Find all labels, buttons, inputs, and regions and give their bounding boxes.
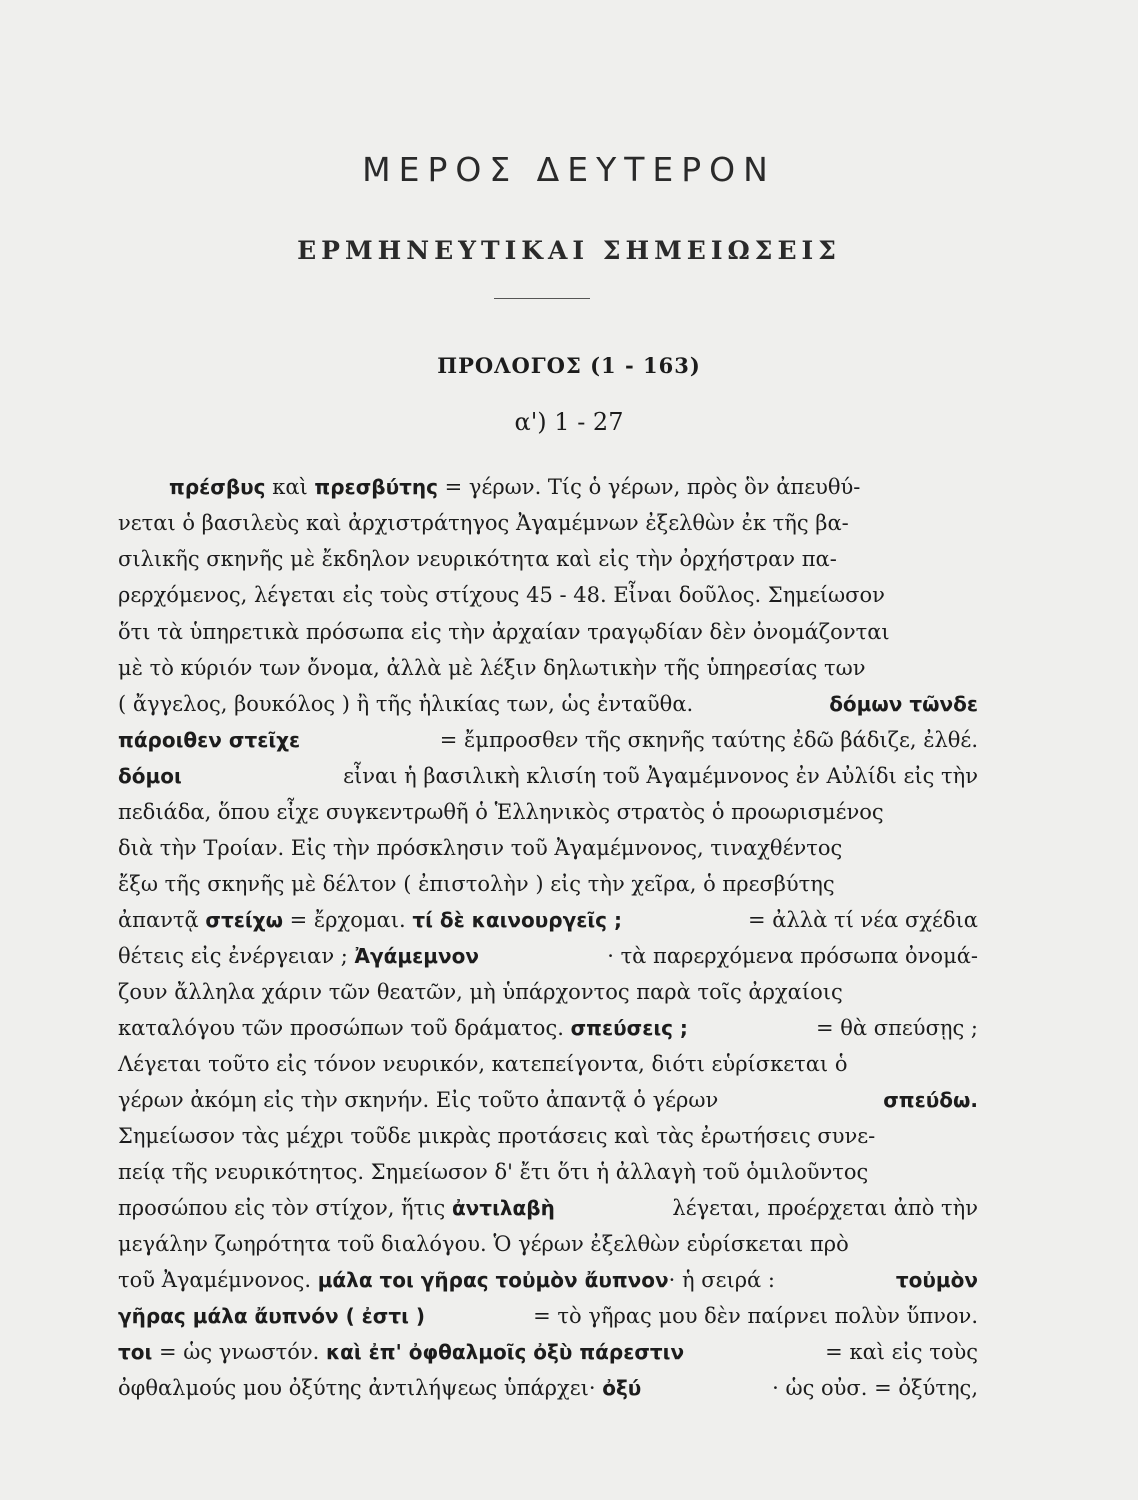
text-line: δόμοι εἶναι ἡ βασιλικὴ κλισίη τοῦ Ἀγαμέμνονος ἐν Αὐλίδι εἰς τὴν xyxy=(118,764,978,788)
text-line: πρέσβυς καὶ πρεσβύτης = γέρων. Τίς ὁ γέρων, πρὸς ὃν ἀπευθύ- xyxy=(169,475,861,499)
text-line: προσώπου εἰς τὸν στίχον, ἥτις ἀντιλαβὴ λέγεται, προέρχεται ἀπὸ τὴν xyxy=(118,1196,978,1220)
part-title: ΜΕΡΟΣ ΔΕΥΤΕΡΟΝ xyxy=(362,150,776,189)
text-line: τοῦ Ἀγαμέμνονος. μάλα τοι γῆρας τοὐμὸν ἄυπνον· ἡ σειρά : τοὐμὸν xyxy=(118,1268,978,1292)
text-line: ὅτι τὰ ὑπηρετικὰ πρόσωπα εἰς τὴν ἀρχαίαν τραγῳδίαν δὲν ὀνομάζονται xyxy=(118,620,890,644)
text-line: Λέγεται τοῦτο εἰς τόνον νευρικόν, κατεπείγοντα, διότι εὑρίσκεται ὁ xyxy=(118,1052,848,1076)
text-line: μὲ τὸ κύριόν των ὄνομα, ἀλλὰ μὲ λέξιν δηλωτικὴν τῆς ὑπηρεσίας των xyxy=(118,656,866,680)
text-line: θέτεις εἰς ἐνέργειαν ; Ἀγάμεμνον · τὰ παρερχόμενα πρόσωπα ὀνομά- xyxy=(118,944,978,968)
prologue-heading: ΠΡΟΛΟΓΟΣ (1 - 163) xyxy=(437,353,701,378)
text-line: πάροιθεν στεῖχε = ἔμπροσθεν τῆς σκηνῆς ταύτης ἐδῶ βάδιζε, ἐλθέ. xyxy=(118,728,978,752)
text-line: ζουν ἄλληλα χάριν τῶν θεατῶν, μὴ ὑπάρχοντος παρὰ τοῖς ἀρχαίοις xyxy=(118,980,843,1004)
text-line: πείᾳ τῆς νευρικότητος. Σημείωσον δ' ἔτι ὅτι ἡ ἀλλαγὴ τοῦ ὁμιλοῦντος xyxy=(118,1160,869,1184)
section-title: ΕΡΜΗΝΕΥΤΙΚΑΙ ΣΗΜΕΙΩΣΕΙΣ xyxy=(297,236,841,265)
text-line: γέρων ἀκόμη εἰς τὴν σκηνήν. Εἰς τοῦτο ἀπαντᾷ ὁ γέρων σπεύδω. xyxy=(118,1088,978,1112)
text-line: διὰ τὴν Τροίαν. Εἰς τὴν πρόσκλησιν τοῦ Ἀγαμέμνονος, τιναχθέντος xyxy=(118,836,843,860)
text-line: γῆρας μάλα ἄυπνόν ( ἐστι ) = τὸ γῆρας μου δὲν παίρνει πολὺν ὕπνον. xyxy=(118,1304,978,1328)
text-line: ρερχόμενος, λέγεται εἰς τοὺς στίχους 45 - 48. Εἶναι δοῦλος. Σημείωσον xyxy=(118,583,885,607)
text-line: ἔξω τῆς σκηνῆς μὲ δέλτον ( ἐπιστολὴν ) εἰς τὴν χεῖρα, ὁ πρεσβύτης xyxy=(118,872,835,896)
text-line: Σημείωσον τὰς μέχρι τοῦδε μικρὰς προτάσεις καὶ τὰς ἐρωτήσεις συνε- xyxy=(118,1124,876,1148)
text-line: πεδιάδα, ὅπου εἶχε συγκεντρωθῆ ὁ Ἑλληνικὸς στρατὸς ὁ προωρισμένος xyxy=(118,800,884,824)
text-line: ὀφθαλμούς μου ὀξύτης ἀντιλήψεως ὑπάρχει· ὀξύ · ὡς οὐσ. = ὀξύτης, xyxy=(118,1376,978,1400)
text-line: νεται ὁ βασιλεὺς καὶ ἀρχιστράτηγος Ἀγαμέμνων ἐξελθὼν ἐκ τῆς βα- xyxy=(118,511,849,535)
text-line: ἀπαντᾷ στείχω = ἔρχομαι. τί δὲ καινουργεῖς ; = ἀλλὰ τί νέα σχέδια xyxy=(118,908,978,932)
text-line: μεγάλην ζωηρότητα τοῦ διαλόγου. Ὁ γέρων ἐξελθὼν εὑρίσκεται πρὸ xyxy=(118,1232,849,1256)
subsection-heading: α') 1 - 27 xyxy=(514,408,624,436)
text-line: σιλικῆς σκηνῆς μὲ ἔκδηλον νευρικότητα καὶ εἰς τὴν ὀρχήστραν πα- xyxy=(118,547,837,571)
text-line: καταλόγου τῶν προσώπων τοῦ δράματος. σπεύσεις ; = θὰ σπεύσῃς ; xyxy=(118,1016,978,1040)
text-line: ( ἄγγελος, βουκόλος ) ἢ τῆς ἡλικίας των, ὡς ἐνταῦθα. δόμων τῶνδε xyxy=(118,692,978,716)
text-line: τοι = ὡς γνωστόν. καὶ ἐπ' ὀφθαλμοῖς ὀξὺ πάρεστιν = καὶ εἰς τοὺς xyxy=(118,1340,978,1364)
